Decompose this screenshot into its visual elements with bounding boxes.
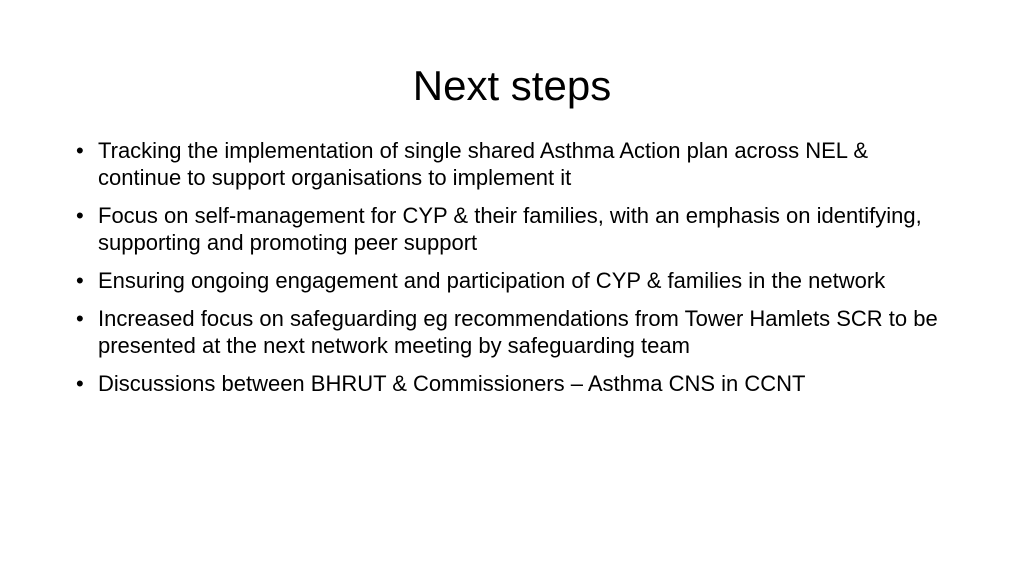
bullet-text: Tracking the implementation of single shared Asthma Action plan across NEL & continue to support organisations to implement it — [98, 138, 868, 190]
bullet-item — [76, 267, 956, 294]
bullet-list — [76, 137, 956, 408]
bullet-item — [76, 370, 956, 397]
bullet-icon: • — [76, 138, 84, 163]
bullet-icon: • — [76, 371, 84, 396]
bullet-icon: • — [76, 306, 84, 331]
bullet-icon: • — [76, 203, 84, 228]
bullet-icon: • — [76, 268, 84, 293]
bullet-item — [76, 137, 956, 191]
bullet-text: Ensuring ongoing engagement and participation of CYP & families in the network — [98, 268, 886, 293]
bullet-text: Discussions between BHRUT & Commissioners – Asthma CNS in CCNT — [98, 371, 806, 396]
bullet-text: Increased focus on safeguarding eg recommendations from Tower Hamlets SCR to be presented at the next network meeting by safeguarding team — [98, 306, 938, 358]
bullet-item — [76, 305, 956, 359]
slide-title: Next steps — [412, 62, 612, 109]
bullet-item — [76, 202, 956, 256]
bullet-text: Focus on self-management for CYP & their families, with an emphasis on identifying, supporting and promoting peer support — [98, 203, 922, 255]
